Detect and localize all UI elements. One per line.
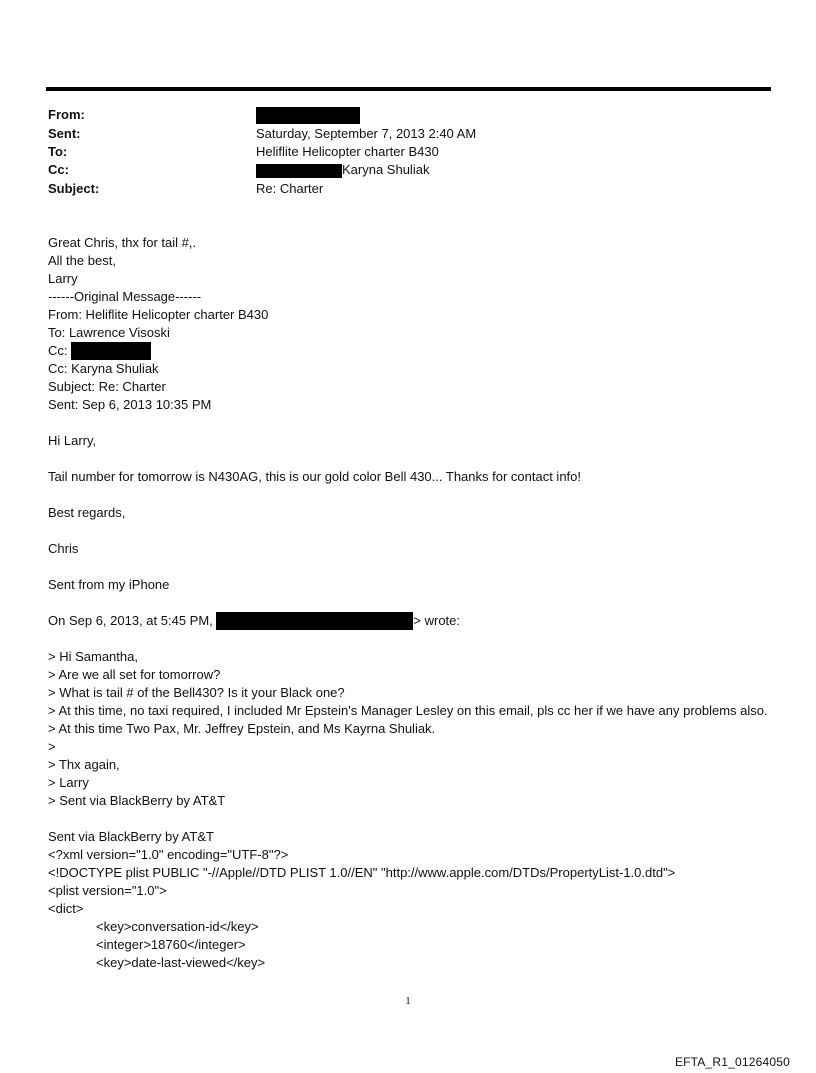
email-header (48, 106, 768, 196)
blank-line (48, 810, 778, 828)
xml-line: <?xml version="1.0" encoding="UTF-8"?> (48, 847, 289, 862)
body-line: Cc: Karyna Shuliak (48, 361, 159, 376)
to-label: To: (48, 144, 68, 159)
body-line: Best regards, (48, 505, 126, 520)
xml-line: <plist version="1.0"> (48, 883, 167, 898)
document-id: EFTA_R1_01264050 (674, 1055, 790, 1069)
from-label: From: (48, 107, 85, 122)
sent-label: Sent: (48, 126, 81, 141)
wrote-prefix: On Sep 6, 2013, at 5:45 PM, (48, 613, 213, 628)
quoted-line: > At this time Two Pax, Mr. Jeffrey Epstein, and Ms Kayrna Shuliak. (48, 721, 436, 736)
quoted-line: > Thx again, (48, 757, 120, 772)
quoted-line: > Are we all set for tomorrow? (48, 667, 221, 682)
body-line: Subject: Re: Charter (48, 379, 166, 394)
cc-label: Cc: (48, 162, 69, 177)
body-line-wrote (48, 612, 778, 630)
subject-value: Re: Charter (256, 181, 324, 196)
xml-line: <integer>18760</integer> (96, 937, 246, 952)
redaction-block (71, 342, 151, 360)
redaction-block (256, 164, 342, 178)
wrote-suffix: > wrote: (413, 613, 461, 628)
body-line: ------Original Message------ (48, 289, 202, 304)
body-line: Larry (48, 271, 78, 286)
cc-prefix: Cc: (48, 343, 68, 358)
cc-name: Karyna Shuliak (342, 162, 430, 177)
quoted-line: > Hi Samantha, (48, 649, 138, 664)
redaction-block (216, 612, 413, 630)
xml-line: <dict> (48, 901, 84, 916)
quoted-line: > (48, 739, 56, 754)
to-value: Heliflite Helicopter charter B430 (256, 144, 439, 159)
body-line: Tail number for tomorrow is N430AG, this is our gold color Bell 430... Thanks for contact info! (48, 469, 581, 484)
blank-line (48, 450, 778, 468)
xml-line: <key>date-last-viewed</key> (96, 955, 266, 970)
blank-line (48, 522, 778, 540)
body-line: Sent from my iPhone (48, 577, 170, 592)
redaction-block (256, 107, 360, 124)
body-line: Chris (48, 541, 79, 556)
xml-line: <key>conversation-id</key> (96, 919, 259, 934)
body-line-cc (48, 342, 778, 360)
body-line: All the best, (48, 253, 116, 268)
body-line: To: Lawrence Visoski (48, 325, 170, 340)
xml-line: <!DOCTYPE plist PUBLIC "-//Apple//DTD PLIST 1.0//EN" "http://www.apple.com/DTDs/PropertyList-1.0.dtd"> (48, 865, 676, 880)
quoted-line: > Sent via BlackBerry by AT&T (48, 793, 226, 808)
header-rule (46, 87, 771, 91)
email-body (48, 234, 778, 972)
body-line: Sent: Sep 6, 2013 10:35 PM (48, 397, 212, 412)
blank-line (48, 594, 778, 612)
body-line: From: Heliflite Helicopter charter B430 (48, 307, 269, 322)
blank-line (48, 558, 778, 576)
blank-line (48, 630, 778, 648)
blank-line (48, 414, 778, 432)
sent-value: Saturday, September 7, 2013 2:40 AM (256, 126, 477, 141)
body-line: Hi Larry, (48, 433, 97, 448)
body-line: Great Chris, thx for tail #,. (48, 235, 197, 250)
page-number: 1 (405, 995, 411, 1007)
quoted-line: > Larry (48, 775, 89, 790)
blank-line (48, 486, 778, 504)
quoted-line: > At this time, no taxi required, I included Mr Epstein's Manager Lesley on this email, pls cc her if we have any problems also. (48, 703, 768, 718)
quoted-line: > What is tail # of the Bell430? Is it your Black one? (48, 685, 345, 700)
body-line: Sent via BlackBerry by AT&T (48, 829, 214, 844)
from-value (256, 106, 360, 124)
cc-value (256, 161, 429, 179)
subject-label: Subject: (48, 181, 100, 196)
